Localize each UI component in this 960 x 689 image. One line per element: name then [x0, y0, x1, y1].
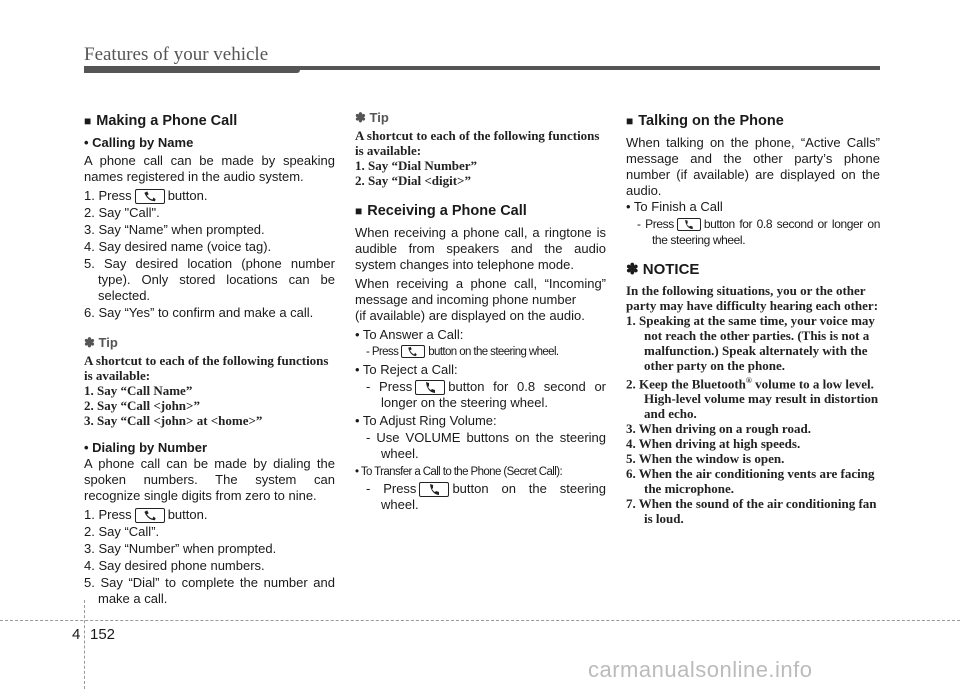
paragraph: When receiving a phone call, “Incoming” message and incoming phone number: [355, 276, 606, 307]
section-heading: ■ Receiving a Phone Call: [355, 203, 527, 219]
bullet: • To Transfer a Call to the Phone (Secret Call):: [355, 466, 563, 479]
watermark: carmanualsonline.info: [588, 657, 813, 682]
bullet: • To Finish a Call: [626, 199, 723, 214]
square-bullet: ■: [84, 114, 92, 128]
paragraph: (if available) are displayed on the audio.: [355, 308, 585, 323]
footer-divider: [84, 600, 85, 689]
bullet: • To Answer a Call:: [355, 327, 464, 342]
step: 5. Say “Dial” to complete the number and make a call.: [84, 575, 335, 607]
tip-heading: ✽ Tip: [84, 335, 118, 351]
page-number: 152: [90, 626, 116, 643]
talk-button-icon: [135, 189, 165, 204]
sub-bullet: - Use VOLUME buttons on the steering wheel.: [366, 430, 606, 462]
section-heading: ■ Talking on the Phone: [626, 113, 784, 129]
sub-bullet: - Press button on the steering wheel.: [366, 346, 559, 358]
step: 2. Say "Call".: [84, 205, 160, 221]
paragraph: A phone call can be made by speaking names registered in the audio system.: [84, 153, 335, 184]
step: 4. Say desired phone numbers.: [84, 558, 265, 574]
header-rule-accent: [84, 66, 300, 73]
step: 4. Say desired name (voice tag).: [84, 239, 272, 255]
tip-heading: ✽ Tip: [355, 110, 389, 125]
step: 5. Say desired location (phone number type). Only stored locations can be selected.: [84, 256, 335, 304]
bullet: • To Adjust Ring Volume:: [355, 413, 497, 429]
notice-heading: ✽ NOTICE: [626, 261, 700, 278]
sub-bullet: - Press button for 0.8 second or longer on the steering wheel.: [637, 217, 880, 247]
tip-body: A shortcut to each of the following functions is available: 1. Say “Call Name” 2. Say “Call <john>” 3. Say “Call <john> at <home>”: [84, 353, 329, 429]
tip-body: A shortcut to each of the following functions is available: 1. Say “Dial Number” 2. Say “Dial <digit>”: [355, 128, 600, 188]
step: 2. Say “Call”.: [84, 524, 160, 540]
footer-rule: [0, 620, 960, 621]
subheading: • Dialing by Number: [84, 440, 208, 456]
paragraph: When talking on the phone, “Active Calls” message and the other party’s phone number (if available) are displayed on the audio.: [626, 135, 880, 198]
step: 6. Say “Yes” to confirm and make a call.: [84, 305, 314, 321]
hangup-button-icon: [415, 380, 445, 395]
talk-button-icon: [135, 508, 165, 523]
column-3: [626, 110, 880, 526]
paragraph: A phone call can be made by dialing the spoken numbers. The system can recognize single digits from zero to nine.: [84, 456, 335, 504]
paragraph: When receiving a phone call, a ringtone is audible from speakers and the audio system changes into telephone mode.: [355, 225, 606, 272]
subheading: • Calling by Name: [84, 135, 194, 150]
step: 3. Say “Number” when prompted.: [84, 541, 277, 557]
section-number: 4: [72, 626, 81, 643]
bullet: • To Reject a Call:: [355, 362, 458, 377]
column-1: [84, 110, 335, 608]
notice-body: In the following situations, you or the other party may have difficulty hearing each other: 1. Speaking at the same time, your voice may not reach the other parties. (This is not a malfunction.) Speak alternately with the other party on the phone. 2. Keep the Bluetooth® volume to a low level. High-level volume may result in distortion and echo. 3. When driving on a rough road. 4. When driving at high speeds. 5. When the window is open. 6. When the air conditioning vents are facing the microphone. 7. When the sound of the air conditioning fan is loud.: [626, 283, 879, 527]
section-heading: ■ Making a Phone Call: [84, 113, 238, 129]
hangup-button-icon: [419, 482, 449, 497]
step: 3. Say “Name” when prompted.: [84, 222, 265, 238]
talk-button-icon: [401, 345, 425, 358]
step: 1. Press button.: [84, 507, 208, 523]
step: 1. Press button.: [84, 188, 208, 203]
sub-bullet: - Press button on the steering wheel.: [366, 481, 606, 513]
sub-bullet: - Press button for 0.8 second or longer on the steering wheel.: [366, 379, 607, 411]
header-title: Features of your vehicle: [84, 44, 269, 65]
hangup-button-icon: [677, 218, 701, 231]
column-2: [355, 110, 606, 515]
